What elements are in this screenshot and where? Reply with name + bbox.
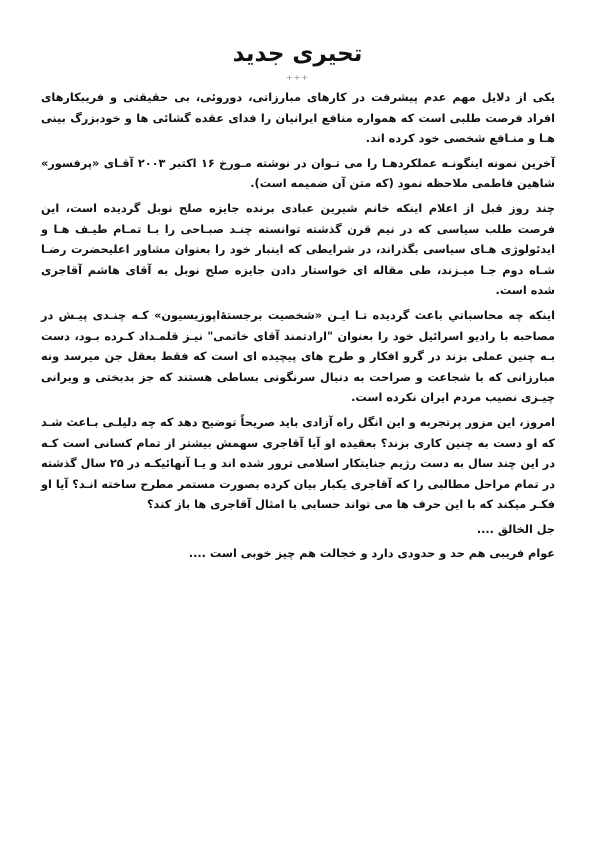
exclamation-line: جل الخالق .... — [476, 522, 555, 536]
document-title: تحیری جدید — [232, 41, 363, 67]
closing-line: عوام فریبی هم حد و حدودی دارد و خجالت هم چیز خوبی است .... — [188, 547, 555, 561]
document-body — [41, 88, 555, 569]
paragraph-4: اینکه چه محاسباتي باعث گردیده تـا ایـن «شخصیت برجستۀاپوزیسیون» کـه چنـدی پیـش در مصاحبه با رادیو اسرائیل خود را بعنوان "ارادتمند آقای خاتمی" نیـز قلمـداد کـرده بـود، دست بـه چنین عملی بزند در گرو افکار و طرح های پیچیده ای است که فقط بعقل جن میرسد ونه مبارزانی که با شجاعت و صراحت به دنبال سرنگونی بساطی هستند که جز بدبختی و ویرانی چیـزی نصیب مردم ایران نکرده است. — [41, 308, 555, 405]
paragraph-3: چند روز قبل از اعلام اینکه خانم شیرین عبادی برنده جایزه صلح نوبل گردیده است، این فرصت طلب سیاسی که در نیم قرن گذشته توانسته چنـد صبـاحی را بـا تمـام طیـف هـا و ایدئولوژی هـای سیاسی بگذراند، در شرایطی که اینبار خود را بعنوان مشاور اعلیحضرت رضـا شـاه دوم جـا میـزند، طی مقاله ای خواستار دادن جایزه صلح نوبل به آقای هاشم آقاجری شده است. — [41, 201, 555, 298]
paragraph-5: امروز، این مزور پرتجربه و این انگل راه آزادی باید صریحاً توضیح دهد که چه دلیلـی بـاعث شـد که او دست به چنین کاری بزند؟ بعقیده او آیا آقاجری سهمش بیشتر از تمام کسانی است کـه در این چند سال به دست رژیم جنایتکار اسلامی ترور شده اند و یـا آنهائیکـه در ۲۵ سال گذشته در تمام مراحل مطالبی را که آقاجری یکبار بیان کرده بصورت مستمر مطرح ساخته انـد؟ آیا او فکـر میکند که با این حرف ها می تواند حسابی با امثال آقاجری ها باز کند؟ — [41, 415, 556, 512]
paragraph-2: آخرین نمونه اینگونـه عملکردهـا را می تـوان در نوشته مـورخ ۱۶ اکتبر ۲۰۰۳ آقـای «پرفسور» شاهین فاطمی ملاحظه نمود (که متن آن ضمیمه است). — [41, 156, 556, 191]
paragraph-1: یکی از دلایل مهم عدم پیشرفت در کارهای مبارزاتی، دوروئی، بی حقیقتی و فریبکارهای افراد فرصت طلبی است که همواره منافع ایرانیان را فدای عقده گشائی ها و خودبزرگ بینی هـا و منـافع شخصی خود کرده اند. — [41, 91, 555, 146]
title-ornament: +++ — [285, 73, 310, 82]
